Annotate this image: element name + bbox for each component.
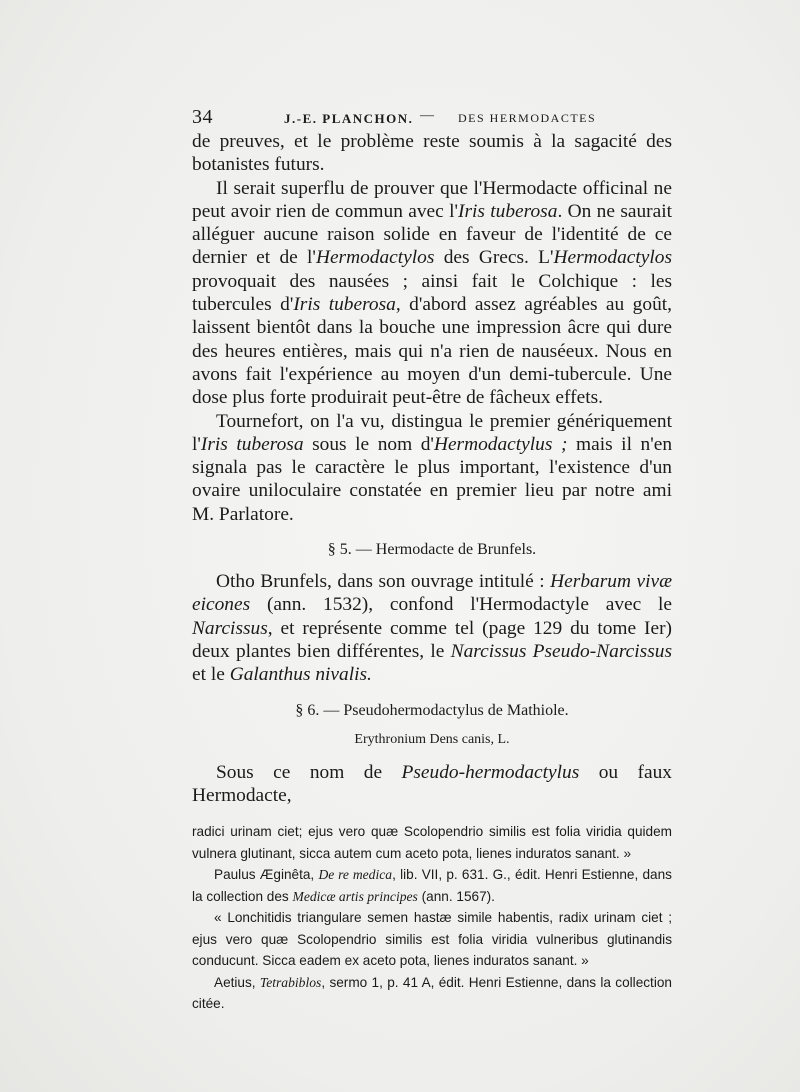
italic-term: Hermodactylus ; bbox=[433, 433, 568, 455]
running-head-separator: — bbox=[420, 108, 435, 123]
section-6-heading: § 6. — Pseudohermodactylus de Mathiole. bbox=[295, 701, 569, 719]
running-head-author: J.-E. PLANCHON. bbox=[284, 111, 414, 126]
text-run: ou faux Hermodacte, bbox=[192, 761, 672, 806]
section-5-body bbox=[192, 570, 672, 686]
text-run: . On ne saurait alléguer aucune raison solide en faveur de l'identité de ce dernier et de l' bbox=[192, 200, 673, 269]
text-run: , sermo 1, p. 41 A, édit. Henri Estienne, dans la collection citée. bbox=[192, 974, 672, 1012]
italic-term: De re medica bbox=[318, 867, 393, 883]
text-run: , lib. VII, p. 631. G., édit. Henri Estienne, dans la collection des bbox=[192, 867, 672, 904]
italic-term: Iris tuberosa bbox=[200, 433, 304, 455]
italic-term: Iris tuberosa bbox=[458, 200, 558, 222]
italic-term: Herbarum vivæ eicones bbox=[192, 571, 672, 616]
text-run: , d'abord assez agréables au goût, laissent bientôt dans la bouche une impression âcre qui dure des heures entières, mais qui n'a rien de nauséeux. Nous en avons fait l'expérience au moyen d'un demi-tubercule. Une dose plus forte produirait peut-être de fâcheux effets. bbox=[192, 294, 672, 409]
italic-term: Medicæ artis principes bbox=[292, 888, 418, 904]
text-run: sous le nom d' bbox=[303, 433, 434, 455]
text-run: et le bbox=[192, 664, 230, 686]
body-paragraph bbox=[192, 570, 672, 686]
footnote-paragraph bbox=[192, 907, 672, 972]
section-6-subheading: Erythronium Dens canis, L. bbox=[354, 731, 510, 747]
text-run: (ann. 1532), confond l'Hermodactyle avec le bbox=[250, 594, 672, 616]
page-number: 34 bbox=[192, 106, 213, 128]
footnote-paragraph bbox=[192, 821, 672, 864]
text-run: des Grecs. L' bbox=[434, 247, 554, 269]
text-run: Otho Brunfels, dans son ouvrage intitulé : bbox=[216, 571, 551, 593]
section-6-body bbox=[192, 761, 672, 808]
italic-term: Hermodactylos bbox=[315, 247, 435, 269]
body-paragraph bbox=[192, 761, 672, 808]
page-content bbox=[192, 104, 672, 1015]
text-run: de preuves, et le problème reste soumis à la sagacité des botanistes futurs. bbox=[192, 131, 672, 176]
body-paragraph bbox=[192, 410, 672, 526]
text-run: provoquait des nausées ; ainsi fait le Colchique : les tubercules d' bbox=[192, 270, 672, 316]
running-head-title: DES HERMODACTES bbox=[458, 111, 597, 125]
text-run: Il serait superflu de prouver que l'Hermodacte officinal ne peut avoir rien de commun avec l' bbox=[192, 177, 672, 222]
text-run: Aetius, bbox=[214, 974, 260, 990]
text-run: (ann. 1567). bbox=[417, 888, 495, 904]
text-run: , et représente comme tel (page 129 du tome Ier) deux plantes bien différentes, le bbox=[192, 617, 672, 662]
text-run: Tournefort, on l'a vu, distingua le premier génériquement l' bbox=[192, 410, 672, 455]
italic-term: Iris tuberosa bbox=[293, 294, 396, 316]
italic-term: Galanthus nivalis. bbox=[229, 664, 372, 686]
italic-term: Pseudo-hermodactylus bbox=[401, 761, 580, 783]
italic-term: Hermodactylos bbox=[553, 247, 672, 269]
text-run: « Lonchitidis triangulare semen hastæ simile habentis, radix urinam ciet ; ejus vero quæ Scolopendrio similis est folia viridia vulneribus glutinandis conducunt. Sicca eadem ex aceto pota, lienes induratos sanant. » bbox=[192, 910, 672, 969]
italic-term: Narcissus Pseudo-Narcissus bbox=[450, 640, 672, 662]
italic-term: Tetrabiblos bbox=[259, 974, 322, 990]
section-5-heading: § 5. — Hermodacte de Brunfels. bbox=[327, 541, 537, 559]
text-run: radici urinam ciet; ejus vero quæ Scolopendrio similis est folia viridia quidem vulnera glutinant, sicca autem cum aceto pota, lienes induratos sanant. » bbox=[192, 824, 672, 861]
text-run: Sous ce nom de bbox=[216, 761, 402, 783]
main-body bbox=[192, 130, 672, 526]
text-run: mais il n'en signala pas le caractère le plus important, l'existence d'un ovaire uniloculaire constatée en premier lieu par notre ami M. Parlatore. bbox=[192, 433, 673, 525]
body-paragraph bbox=[192, 130, 672, 177]
footnote-paragraph bbox=[192, 864, 672, 907]
footnotes bbox=[192, 821, 672, 1015]
body-paragraph bbox=[192, 177, 672, 410]
footnote-paragraph bbox=[192, 972, 672, 1015]
text-run: Paulus Æginêta, bbox=[214, 867, 319, 883]
running-head bbox=[192, 104, 672, 128]
italic-term: Narcissus bbox=[192, 617, 268, 639]
